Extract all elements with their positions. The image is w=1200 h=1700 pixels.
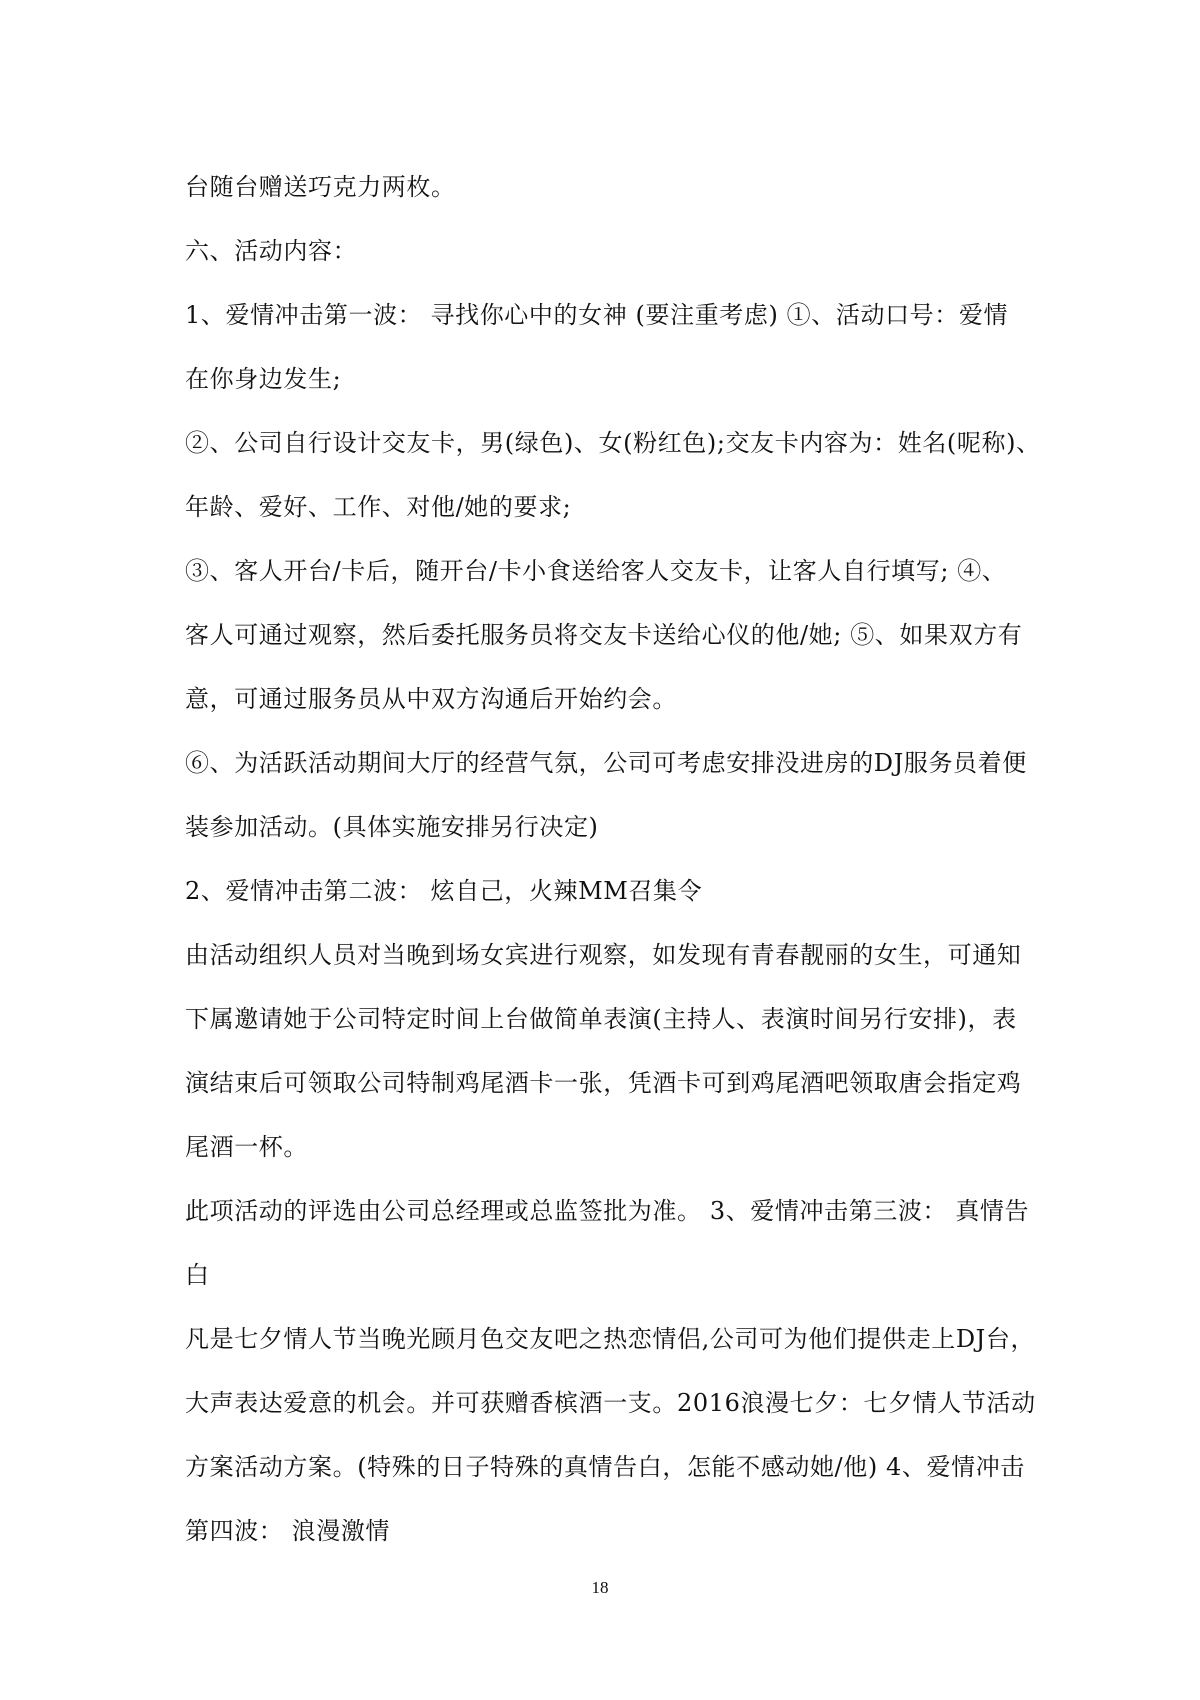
- section-heading: 六、活动内容：: [185, 237, 358, 265]
- text-line: 下属邀请她于公司特定时间上台做简单表演(主持人、表演时间另行安排)，表: [185, 1005, 1017, 1033]
- page-number: 18: [591, 1578, 609, 1597]
- text-line: 第四波： 浪漫激情: [185, 1517, 391, 1545]
- text-line: ②、公司自行设计交友卡，男(绿色)、女(粉红色);交友卡内容为：姓名(呢称)、: [185, 429, 1041, 457]
- text-line: ③、客人开台/卡后，随开台/卡小食送给客人交友卡，让客人自行填写; ④、: [185, 557, 1007, 585]
- text-line: 方案活动方案。(特殊的日子特殊的真情告白，怎能不感动她/他) 4、爱情冲击: [185, 1453, 1025, 1481]
- text-line: 大声表达爱意的机会。并可获赠香槟酒一支。2016浪漫七夕：七夕情人节活动: [185, 1389, 1036, 1417]
- text-line: 白: [185, 1261, 210, 1289]
- text-line: 此项活动的评选由公司总经理或总监签批为准。 3、爱情冲击第三波： 真情告: [185, 1197, 1030, 1225]
- text-line: 2、爱情冲击第二波： 炫自己，火辣MM召集令: [185, 877, 703, 905]
- text-line: 演结束后可领取公司特制鸡尾酒卡一张，凭酒卡可到鸡尾酒吧领取唐会指定鸡: [185, 1069, 1022, 1097]
- body-text: [185, 155, 1041, 1563]
- text-line: 1、爱情冲击第一波： 寻找你心中的女神 (要注重考虑) ①、活动口号：爱情: [185, 301, 1009, 329]
- text-line: 客人可通过观察，然后委托服务员将交友卡送给心仪的他/她; ⑤、如果双方有: [185, 621, 1023, 649]
- text-line: 尾酒一杯。: [185, 1133, 308, 1161]
- text-line: 装参加活动。(具体实施安排另行决定): [185, 813, 599, 841]
- text-line: 意，可通过服务员从中双方沟通后开始约会。: [185, 685, 677, 713]
- text-line: 年龄、爱好、工作、对他/她的要求;: [185, 493, 572, 521]
- text-line: 凡是七夕情人节当晚光顾月色交友吧之热恋情侣,公司可为他们提供走上DJ台，: [185, 1325, 1036, 1353]
- text-line: ⑥、为活跃活动期间大厅的经营气氛，公司可考虑安排没进房的DJ服务员着便: [185, 749, 1027, 777]
- text-line: 在你身边发生;: [185, 365, 342, 393]
- text-line: 由活动组织人员对当晚到场女宾进行观察，如发现有青春靓丽的女生，可通知: [185, 941, 1022, 969]
- text-line: 台随台赠送巧克力两枚。: [185, 173, 456, 201]
